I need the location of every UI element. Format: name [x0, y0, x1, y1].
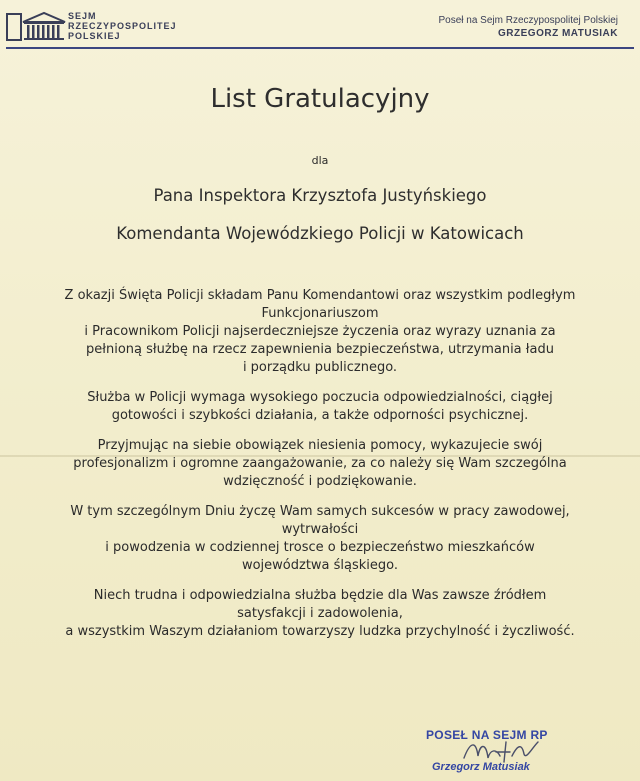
- stamp-name: Grzegorz Matusiak: [432, 761, 530, 773]
- letter-for: dla: [311, 154, 329, 167]
- paragraph: Przyjmując na siebie obowiązek niesienia pomocy, wykazujecie swój profesjonalizm i ogromne zaangażowanie, za co należy się Wam szczególna wdzięczność i podziękowanie.: [73, 438, 567, 489]
- sejm-logo-text: SEJM RZECZYPOSPOLITEJ POLSKIEJ: [68, 11, 177, 41]
- stamp-title: POSEŁ NA SEJM RP: [426, 728, 548, 742]
- letter-body: [30, 287, 610, 653]
- letterhead: [0, 0, 640, 52]
- recipient-line-1: Pana Inspektora Krzysztofa Justyńskiego: [153, 186, 487, 205]
- deputy-name: GRZEGORZ MATUSIAK: [498, 28, 618, 39]
- recipient-line-2: Komendanta Wojewódzkiego Policji w Katowicach: [116, 224, 524, 243]
- deputy-info: [438, 14, 618, 40]
- paragraph: Z okazji Święta Policji składam Panu Komendantowi oraz wszystkim podległym Funkcjonariuszom i Pracownikom Policji najserdeczniejsze życzenia oraz wyrazy uznania za pełnioną służbę na rzecz zapewnienia bezpieczeństwa, utrzymania ładu i porządku publicznego.: [64, 288, 576, 375]
- deputy-office: Poseł na Sejm Rzeczypospolitej Polskiej: [438, 15, 618, 26]
- signature-stamp: [414, 728, 564, 778]
- sejm-building-icon: [6, 10, 66, 42]
- header-divider: [6, 47, 634, 49]
- paragraph: W tym szczególnym Dniu życzę Wam samych sukcesów w pracy zawodowej, wytrwałości i powodzenia w codziennej trosce o bezpieczeństwo mieszkańców województwa śląskiego.: [70, 504, 570, 573]
- paragraph: Służba w Policji wymaga wysokiego poczucia odpowiedzialności, ciągłej gotowości i szybkości działania, a także odporności psychicznej.: [87, 390, 553, 423]
- letter-title: List Gratulacyjny: [210, 84, 430, 114]
- paragraph: Niech trudna i odpowiedzialna służba będzie dla Was zawsze źródłem satysfakcji i zadowolenia, a wszystkim Waszym działaniom towarzyszy ludzka przychylność i życzliwość.: [65, 588, 575, 639]
